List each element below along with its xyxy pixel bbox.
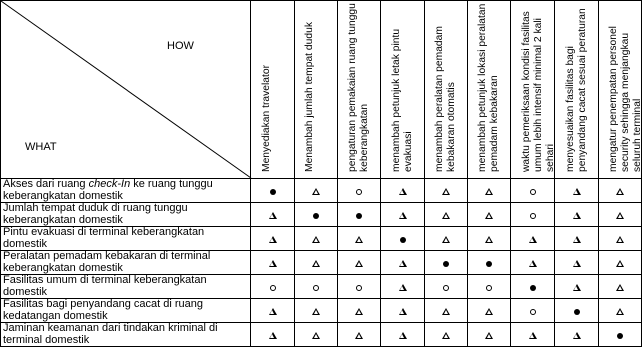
weak-relationship-triangle-icon	[269, 236, 277, 243]
weak-relationship-triangle-icon	[573, 212, 581, 219]
relationship-cell	[295, 299, 338, 323]
relationship-cell	[381, 227, 425, 251]
relationship-cell	[511, 227, 555, 251]
relationship-cell	[425, 299, 468, 323]
what-text: Akses dari ruang	[3, 178, 89, 190]
weak-relationship-triangle-icon	[312, 260, 320, 267]
weak-relationship-triangle-icon	[312, 188, 320, 195]
weak-relationship-triangle-icon	[485, 188, 493, 195]
relationship-cell	[295, 203, 338, 227]
weak-relationship-triangle-icon	[485, 212, 493, 219]
relationship-cell	[338, 323, 381, 347]
relationship-cell	[251, 179, 295, 203]
weak-relationship-triangle-icon	[573, 332, 581, 339]
how-header-1	[295, 1, 338, 179]
weak-relationship-triangle-icon	[616, 188, 624, 195]
weak-relationship-triangle-icon	[312, 236, 320, 243]
medium-relationship-circle-icon	[270, 285, 276, 291]
what-cell	[1, 251, 251, 275]
weak-relationship-triangle-icon	[442, 308, 450, 315]
relationship-cell	[599, 179, 642, 203]
relationship-cell	[511, 299, 555, 323]
relationship-cell	[511, 275, 555, 299]
weak-relationship-triangle-icon	[399, 332, 407, 339]
relationship-cell	[295, 275, 338, 299]
what-text: Fasilitas bagi penyandang cacat di ruang kedatangan domestik	[3, 298, 203, 322]
relationship-cell	[251, 299, 295, 323]
what-row	[1, 299, 642, 323]
what-cell	[1, 227, 251, 251]
weak-relationship-triangle-icon	[485, 308, 493, 315]
what-text: Jaminan keamanan dari tindakan kriminal di terminal domestik	[3, 322, 218, 346]
relationship-cell	[295, 251, 338, 275]
weak-relationship-triangle-icon	[442, 236, 450, 243]
medium-relationship-circle-icon	[530, 309, 536, 315]
strong-relationship-dot-icon	[356, 213, 362, 219]
relationship-cell	[555, 251, 599, 275]
how-header-text: menambah petunjuk lokasi peralatan pemadam kebakaran	[477, 3, 500, 172]
relationship-cell	[338, 299, 381, 323]
weak-relationship-triangle-icon	[269, 260, 277, 267]
medium-relationship-circle-icon	[530, 189, 536, 195]
what-cell	[1, 203, 251, 227]
relationship-cell	[555, 179, 599, 203]
how-header-text: mengatur penempatan personel security sehingga menjangkau seluruh terminal	[608, 26, 643, 172]
relationship-cell	[555, 299, 599, 323]
weak-relationship-triangle-icon	[616, 212, 624, 219]
medium-relationship-circle-icon	[356, 189, 362, 195]
weak-relationship-triangle-icon	[573, 284, 581, 291]
relationship-cell	[425, 179, 468, 203]
strong-relationship-dot-icon	[574, 309, 580, 315]
relationship-cell	[425, 203, 468, 227]
what-cell	[1, 275, 251, 299]
what-text: ke ruang tunggu keberangkatan domestik	[3, 178, 213, 202]
relationship-cell	[381, 323, 425, 347]
weak-relationship-triangle-icon	[616, 308, 624, 315]
how-header-7	[555, 1, 599, 179]
relationship-cell	[381, 203, 425, 227]
what-text: Peralatan pemadam kebakaran di terminal keberangkatan domestik	[3, 250, 211, 274]
relationship-cell	[425, 275, 468, 299]
relationship-cell	[599, 227, 642, 251]
relationship-cell	[511, 323, 555, 347]
weak-relationship-triangle-icon	[529, 236, 537, 243]
how-header-text: Menambah jumlah tempat duduk	[304, 22, 315, 172]
relationship-cell	[295, 179, 338, 203]
how-header-0	[251, 1, 295, 179]
relationship-cell	[468, 203, 511, 227]
strong-relationship-dot-icon	[443, 261, 449, 267]
relationship-cell	[425, 323, 468, 347]
weak-relationship-triangle-icon	[616, 284, 624, 291]
relationship-cell	[599, 323, 642, 347]
weak-relationship-triangle-icon	[312, 308, 320, 315]
corner-cell	[1, 1, 251, 179]
what-row	[1, 275, 642, 299]
weak-relationship-triangle-icon	[573, 188, 581, 195]
weak-relationship-triangle-icon	[355, 236, 363, 243]
header-row	[1, 1, 642, 179]
what-text: Jumlah tempat duduk di ruang tunggu keberangkatan domestik	[3, 202, 188, 226]
medium-relationship-circle-icon	[443, 285, 449, 291]
weak-relationship-triangle-icon	[616, 260, 624, 267]
medium-relationship-circle-icon	[486, 285, 492, 291]
what-cell	[1, 179, 251, 203]
weak-relationship-triangle-icon	[399, 284, 407, 291]
weak-relationship-triangle-icon	[269, 308, 277, 315]
strong-relationship-dot-icon	[530, 285, 536, 291]
weak-relationship-triangle-icon	[616, 236, 624, 243]
what-row	[1, 251, 642, 275]
what-cell	[1, 323, 251, 347]
weak-relationship-triangle-icon	[573, 236, 581, 243]
weak-relationship-triangle-icon	[355, 332, 363, 339]
weak-relationship-triangle-icon	[573, 260, 581, 267]
relationship-cell	[381, 179, 425, 203]
weak-relationship-triangle-icon	[399, 308, 407, 315]
how-header-6	[511, 1, 555, 179]
what-row	[1, 227, 642, 251]
how-header-3	[381, 1, 425, 179]
relationship-cell	[599, 251, 642, 275]
relationship-cell	[251, 275, 295, 299]
relationship-cell	[251, 203, 295, 227]
relationship-cell	[555, 203, 599, 227]
weak-relationship-triangle-icon	[399, 260, 407, 267]
medium-relationship-circle-icon	[530, 213, 536, 219]
strong-relationship-dot-icon	[617, 333, 623, 339]
how-header-5	[468, 1, 511, 179]
weak-relationship-triangle-icon	[442, 332, 450, 339]
relationship-cell	[338, 275, 381, 299]
relationship-cell	[338, 251, 381, 275]
how-header-text: Menyediakan travelator	[260, 64, 272, 172]
weak-relationship-triangle-icon	[269, 212, 277, 219]
strong-relationship-dot-icon	[486, 261, 492, 267]
strong-relationship-dot-icon	[400, 237, 406, 243]
relationship-cell	[599, 275, 642, 299]
relationship-cell	[468, 227, 511, 251]
relationship-cell	[468, 251, 511, 275]
how-header-4	[425, 1, 468, 179]
how-label: HOW	[167, 40, 194, 52]
how-header-text: menyesuaikan fasilitas bagi penyandang cacat sesuai peraturan	[564, 8, 588, 172]
what-row	[1, 203, 642, 227]
weak-relationship-triangle-icon	[312, 332, 320, 339]
what-text-italic: check-In	[88, 178, 131, 190]
weak-relationship-triangle-icon	[442, 212, 450, 219]
relationship-cell	[555, 323, 599, 347]
relationship-cell	[338, 179, 381, 203]
relationship-cell	[468, 299, 511, 323]
what-text: Pintu evakuasi di terminal keberangkatan domestik	[3, 226, 205, 250]
what-label: WHAT	[25, 141, 57, 153]
what-text: Fasilitas umum di terminal keberangkatan domestik	[3, 274, 207, 298]
relationship-cell	[555, 275, 599, 299]
how-header-text: waktu pemeriksaan kondisi fasilitas umum lebih intensif minimal 2 kali sehari	[520, 11, 556, 172]
relationship-cell	[599, 299, 642, 323]
relationship-cell	[511, 179, 555, 203]
strong-relationship-dot-icon	[270, 189, 276, 195]
weak-relationship-triangle-icon	[399, 188, 407, 195]
how-header-2	[338, 1, 381, 179]
relationship-cell	[295, 227, 338, 251]
relationship-cell	[425, 251, 468, 275]
strong-relationship-dot-icon	[313, 213, 319, 219]
relationship-cell	[381, 251, 425, 275]
how-header-text: menambah petunjuk letak pintu evakuasi	[390, 28, 414, 172]
how-header-text: pengaturan pemakaian ruang tunggu keberangkatan	[347, 3, 370, 172]
medium-relationship-circle-icon	[356, 285, 362, 291]
weak-relationship-triangle-icon	[485, 332, 493, 339]
weak-relationship-triangle-icon	[529, 260, 537, 267]
relationship-cell	[425, 227, 468, 251]
medium-relationship-circle-icon	[313, 285, 319, 291]
what-row	[1, 179, 642, 203]
weak-relationship-triangle-icon	[529, 332, 537, 339]
relationship-cell	[381, 299, 425, 323]
relationship-cell	[599, 203, 642, 227]
what-cell	[1, 299, 251, 323]
what-row	[1, 323, 642, 347]
weak-relationship-triangle-icon	[269, 332, 277, 339]
relationship-cell	[511, 203, 555, 227]
relationship-cell	[295, 323, 338, 347]
relationship-cell	[381, 275, 425, 299]
weak-relationship-triangle-icon	[355, 260, 363, 267]
weak-relationship-triangle-icon	[399, 212, 407, 219]
how-header-8	[599, 1, 642, 179]
relationship-cell	[468, 275, 511, 299]
relationship-cell	[468, 179, 511, 203]
relationship-cell	[338, 227, 381, 251]
relationship-cell	[251, 251, 295, 275]
relationship-cell	[468, 323, 511, 347]
weak-relationship-triangle-icon	[442, 188, 450, 195]
weak-relationship-triangle-icon	[485, 236, 493, 243]
relationship-cell	[251, 323, 295, 347]
weak-relationship-triangle-icon	[355, 308, 363, 315]
how-header-text: menambah peralatan pemadam kebakaran otomatis	[434, 26, 457, 172]
relationship-cell	[251, 227, 295, 251]
relationship-cell	[338, 203, 381, 227]
relationship-cell	[511, 251, 555, 275]
relationship-cell	[555, 227, 599, 251]
